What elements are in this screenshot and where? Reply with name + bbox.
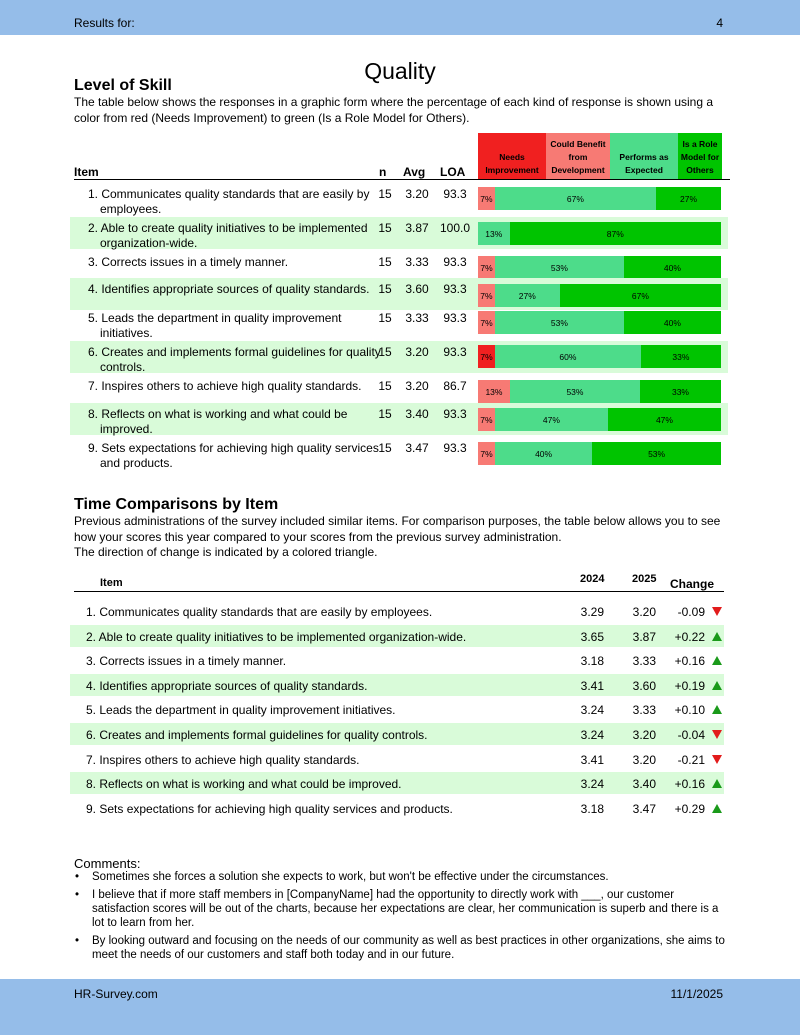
skill-loa-value: 93.3 [443,282,467,296]
triangle-up-icon [712,705,722,714]
comment-text: Sometimes she forces a solution she expects to work, but won't be effective under the circumstances. [92,871,609,883]
tc-y1-value: 3.24 [580,703,604,718]
tc-y2-value: 3.20 [632,752,656,767]
comments-label: Comments: [74,856,141,871]
bar-segment-benefit: 7% [478,408,495,431]
skill-avg-value: 3.20 [405,379,429,393]
bar-segment-role: 67% [560,284,721,307]
tc-y1-value: 3.41 [580,678,604,693]
tc-y1-value: 3.29 [580,605,604,619]
bar-segment-role: 33% [641,345,721,368]
bar-segment-performs: 40% [495,442,592,465]
tc-change-value: +0.16 [674,777,705,792]
response-bar [478,380,721,403]
col-n: n [379,165,387,179]
bar-segment-role: 40% [624,311,721,334]
skill-avg-value: 3.20 [405,345,429,359]
skill-loa-value: 93.3 [443,187,467,201]
skill-n-value: 15 [378,345,392,359]
bar-segment-benefit: 7% [478,256,495,279]
response-bar [478,311,721,334]
skill-item-text: 4. Identifies appropriate sources of quality standards. [88,282,370,296]
page-title: Quality [364,58,436,84]
triangle-up-icon [712,632,722,641]
bar-segment-role: 27% [656,187,721,210]
response-bar [478,187,721,210]
time-heading: Time Comparisons by Item [74,496,279,513]
tc-y2-value: 3.20 [632,605,656,619]
triangle-up-icon [712,656,722,665]
bar-segment-role: 87% [510,222,721,245]
skill-item-text: 8. Reflects on what is working and what could be improved. [88,407,348,436]
bar-segment-performs: 13% [478,222,510,245]
tc-change-value: -0.21 [677,752,705,767]
bar-segment-performs: 53% [495,311,624,334]
bullet-icon: • [75,889,80,901]
tc-item-text: 3. Corrects issues in a timely manner. [86,654,287,669]
skill-item-text: 6. Creates and implements formal guidelines for quality controls. [88,345,381,374]
comment-item [75,888,732,930]
tc-change-value: -0.09 [677,605,705,619]
bar-segment-performs: 67% [495,187,656,210]
skill-loa-value: 93.3 [443,311,467,325]
skill-loa-value: 86.7 [443,379,467,393]
time-intro: Previous administrations of the survey included similar items. For comparison purposes, the table below allows you to see how your scores this year compared to your scores from the previous survey administration. [74,514,721,544]
response-bar [478,256,721,279]
tc-y1-value: 3.24 [580,777,604,792]
skill-avg-value: 3.33 [405,311,429,325]
skill-n-value: 15 [378,187,392,201]
skill-avg-value: 3.40 [405,407,429,421]
bar-segment-performs: 60% [495,345,641,368]
skill-avg-value: 3.87 [405,221,429,235]
col-loa: LOA [440,165,466,179]
skill-avg-value: 3.20 [405,187,429,201]
skill-n-value: 15 [378,282,392,296]
skill-n-value: 15 [378,441,392,455]
skill-n-value: 15 [378,311,392,325]
skill-n-value: 15 [378,255,392,269]
triangle-up-icon [712,681,722,690]
triangle-up-icon [712,804,722,813]
tc-change-value: +0.16 [674,654,705,669]
bar-segment-performs: 53% [510,380,640,403]
page-number: 4 [716,16,723,30]
skill-n-value: 15 [378,407,392,421]
bar-segment-role: 53% [592,442,721,465]
skill-heading: Level of Skill [74,77,172,94]
tc-item-text: 1. Communicates quality standards that are easily by employees. [86,605,433,619]
tc-change-value: +0.19 [674,678,705,693]
bar-segment-benefit: 13% [478,380,510,403]
bar-segment-performs: 53% [495,256,624,279]
header-results-for: Results for: [74,16,135,30]
bar-segment-role: 40% [624,256,721,279]
tc-item-text: 6. Creates and implements formal guidelines for quality controls. [86,728,428,742]
response-bar [478,345,721,368]
tc-col-change: Change [670,577,715,591]
footer-date: 11/1/2025 [670,987,723,1001]
skill-n-value: 15 [378,221,392,235]
col-avg: Avg [403,165,426,179]
tc-y1-value: 3.18 [580,801,604,816]
tc-header-rule [74,591,724,592]
skill-avg-value: 3.47 [405,441,429,455]
response-bar [478,284,721,307]
skill-item-text: 1. Communicates quality standards that are easily by employees. [88,187,370,216]
resp-head-benefit: Could Benefit from Development [546,133,610,179]
skill-loa-value: 93.3 [443,345,467,359]
skill-loa-value: 93.3 [443,407,467,421]
triangle-down-icon [712,730,722,739]
triangle-down-icon [712,755,722,764]
bar-segment-benefit: 7% [478,442,495,465]
resp-head-role: Is a Role Model for Others [678,133,722,179]
tc-item-text: 4. Identifies appropriate sources of quality standards. [86,678,368,693]
comment-text: I believe that if more staff members in [CompanyName] had the opportunity to directly work with ___, our customer satisfaction scores will be out of the charts, because her expectations are clear, her communication is superb and there is a lot to learn from her. [92,889,719,929]
tc-y2-value: 3.33 [632,703,656,718]
bullet-icon: • [75,935,80,947]
tc-y1-value: 3.24 [580,728,604,742]
skill-item-text: 2. Able to create quality initiatives to be implemented organization-wide. [88,221,368,250]
tc-col-item: Item [100,577,123,589]
tc-y2-value: 3.20 [632,728,656,742]
tc-y1-value: 3.41 [580,752,604,767]
triangle-down-icon [712,607,722,616]
bullet-icon: • [75,871,80,883]
bar-segment-performs: 47% [495,408,608,431]
skill-intro: The table below shows the responses in a graphic form where the percentage of each kind of response is shown using a color from red (Needs Improvement) to green (Is a Role Model for Others). [74,95,714,125]
footer-site: HR-Survey.com [74,987,158,1001]
skill-item-text: 3. Corrects issues in a timely manner. [88,255,289,269]
tc-y2-value: 3.40 [632,777,656,792]
resp-head-needs: Needs Improvement [478,133,546,179]
triangle-up-icon [712,779,722,788]
tc-item-text: 7. Inspires others to achieve high quality standards. [86,752,360,767]
skill-loa-value: 100.0 [439,221,471,235]
skill-n-value: 15 [378,379,392,393]
bar-segment-performs: 27% [495,284,560,307]
comment-item [75,870,732,884]
tc-change-value: +0.29 [674,801,705,816]
response-bar [478,222,721,245]
tc-y2-value: 3.47 [632,801,656,816]
comment-text: By looking outward and focusing on the needs of our community as well as best practices in other organizations, she aims to meet the needs of our customers and staff both today and in our future. [92,935,725,961]
tc-y2-value: 3.60 [632,678,656,693]
time-intro-2: The direction of change is indicated by a colored triangle. [74,545,378,559]
response-bar [478,408,721,431]
tc-change-value: -0.04 [677,728,705,742]
col-item: Item [74,165,99,179]
skill-item-text: 9. Sets expectations for achieving high quality services and products. [88,441,379,470]
tc-change-value: +0.22 [674,629,705,644]
bar-segment-benefit: 7% [478,284,495,307]
tc-item-text: 8. Reflects on what is working and what could be improved. [86,777,402,792]
tc-y1-value: 3.18 [580,654,604,669]
skill-avg-value: 3.33 [405,255,429,269]
tc-col-2025: 2025 [632,573,657,585]
response-bar [478,442,721,465]
bar-segment-role: 33% [640,380,721,403]
skill-item-text: 7. Inspires others to achieve high quality standards. [88,379,362,393]
tc-col-2024: 2024 [580,573,605,585]
tc-item-text: 2. Able to create quality initiatives to be implemented organization-wide. [86,629,467,644]
bar-segment-benefit: 7% [478,311,495,334]
comment-item [75,934,732,962]
tc-y1-value: 3.65 [580,629,604,644]
bar-segment-needs: 7% [478,345,495,368]
skill-loa-value: 93.3 [443,441,467,455]
tc-item-text: 9. Sets expectations for achieving high quality services and products. [86,801,453,816]
tc-y2-value: 3.87 [632,629,656,644]
bar-segment-benefit: 7% [478,187,495,210]
bar-segment-role: 47% [608,408,721,431]
tc-change-value: +0.10 [674,703,705,718]
skill-loa-value: 93.3 [443,255,467,269]
resp-head-performs: Performs as Expected [610,133,678,179]
skill-header-rule [74,179,730,180]
tc-item-text: 5. Leads the department in quality improvement initiatives. [86,703,396,718]
skill-item-text: 5. Leads the department in quality improvement initiatives. [88,311,342,340]
skill-avg-value: 3.60 [405,282,429,296]
tc-y2-value: 3.33 [632,654,656,669]
